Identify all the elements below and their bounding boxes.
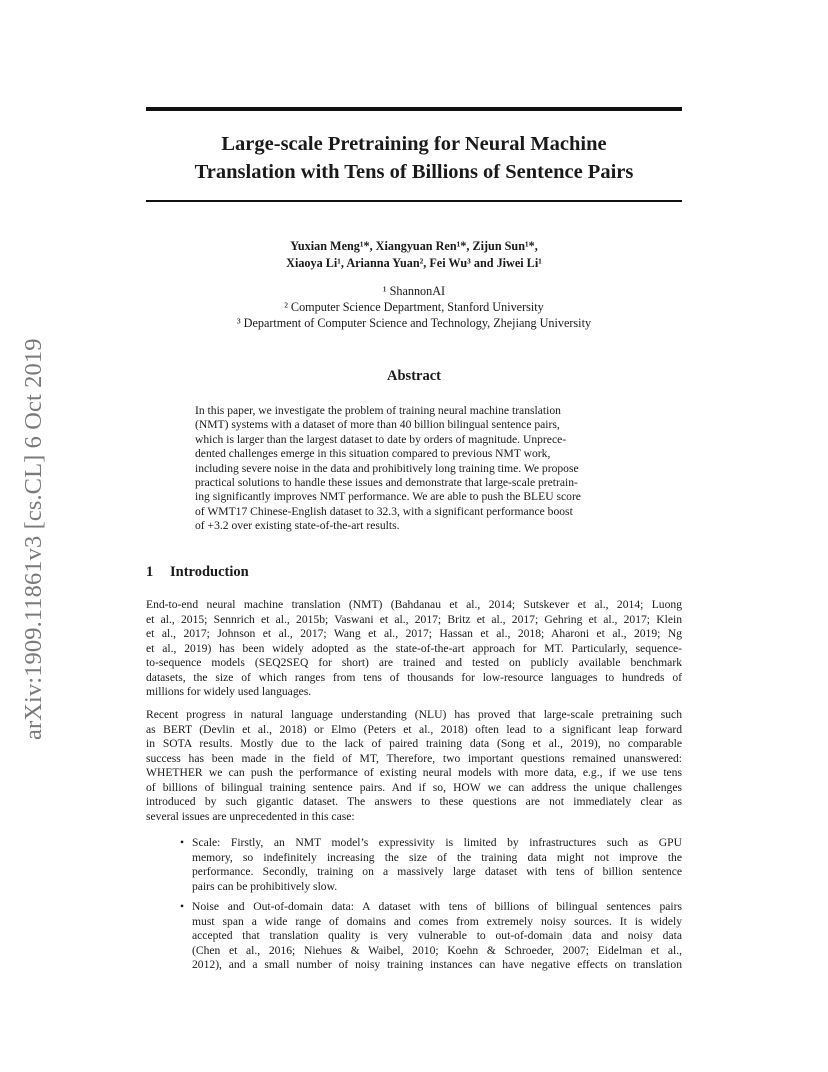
paragraph-line[interactable]: as BERT (Devlin et al., 2018) or Elmo (Peters et al., 2018) often lead to a significant leap forward [146, 722, 682, 736]
paper-title [146, 130, 682, 186]
bullet-line: Scale: Firstly, an NMT model’s expressivity is limited by infrastructures such as GPU [192, 836, 682, 849]
paragraph-line[interactable]: et al., 2017; Johnson et al., 2017; Wang et al., 2017; Hassan et al., 2018; Aharoni et al., 2019; Ng [146, 627, 682, 640]
abstract-line: of +3.2 over existing state-of-the-art results. [195, 519, 400, 533]
section-title: Introduction [170, 564, 249, 580]
section-number: 1 [146, 564, 154, 580]
abstract-line: including severe noise in the data and prohibitively long training time. We propose [195, 461, 579, 475]
bullet-line[interactable]: (Chen et al., 2016; Niehues & Waibel, 2010; Koehn & Schroeder, 2007; Eidelman et al., [192, 943, 682, 957]
abstract-line: dented challenges emerge in this situation compared to previous NMT work, [195, 447, 551, 461]
paragraph-line[interactable]: in SOTA results. Mostly due to the lack of paired training data (Song et al., 2019), no comparable [146, 737, 682, 750]
author-list [146, 238, 682, 272]
bullet-line[interactable]: 2012), and a small number of noisy training instances can have negative effects on translation [192, 958, 682, 971]
affiliation-2: ² Computer Science Department, Stanford University [284, 300, 544, 314]
abstract-line: ing significantly improves NMT performance. We are able to push the BLEU score [195, 490, 581, 504]
paragraph-line[interactable]: End-to-end neural machine translation (NMT) (Bahdanau et al., 2014; Sutskever et al., 2014; Luong [146, 598, 682, 611]
authors-line-2: Xiaoya Li¹, Arianna Yuan², Fei Wu³ and Jiwei Li¹ [286, 256, 542, 270]
authors-line-1: Yuxian Meng¹*, Xiangyuan Ren¹*, Zijun Sun¹*, [290, 239, 538, 253]
paragraph-line: millions for widely used languages. [146, 685, 312, 698]
bullet-noise [180, 900, 682, 973]
paragraph-line: several issues are unprecedented in this case: [146, 809, 355, 823]
title-bottom-rule [146, 200, 682, 202]
bullet-line: accepted that translation quality is very vulnerable to out-of-domain data and noisy data [192, 929, 682, 942]
bullet-line: memory, so indefinitely increasing the size of the training data might not improve the [192, 850, 682, 864]
bullet-dot-icon: • [180, 900, 185, 913]
bullet-line: must span a wide range of domains and comes from extremely noisy sources. It is widely [192, 914, 682, 928]
title-line-1: Large-scale Pretraining for Neural Machine [221, 133, 607, 155]
intro-paragraph-2 [146, 708, 682, 824]
paragraph-line: introduced by such gigantic dataset. The answers to these questions are not immediately clear as [146, 795, 682, 808]
abstract-line: which is larger than the largest dataset to date by orders of magnitude. Unprece- [195, 432, 567, 446]
paragraph-line[interactable]: et al., 2015; Sennrich et al., 2015b; Vaswani et al., 2017; Britz et al., 2017; Gehring et al., 2017; Klein [146, 612, 682, 626]
paragraph-line: to-sequence models (SEQ2SEQ for short) are trained and tested on publicly available benchmark [146, 656, 682, 669]
title-line-2: Translation with Tens of Billions of Sentence Pairs [194, 161, 634, 183]
paragraph-line: Recent progress in natural language understanding (NLU) has proved that large-scale pretraining such [146, 708, 682, 721]
arxiv-identifier-stamp[interactable]: arXiv:1909.11861v3 [cs.CL] 6 Oct 2019 [20, 338, 47, 740]
affiliations [146, 283, 682, 331]
affiliation-1: ¹ ShannonAI [382, 284, 446, 298]
section-heading-introduction [146, 564, 682, 581]
bullet-line: Noise and Out-of-domain data: A dataset with tens of billions of bilingual sentences pairs [192, 900, 682, 913]
abstract-line: In this paper, we investigate the problem of training neural machine translation [195, 404, 561, 417]
paragraph-line: WHETHER we can push the performance of existing neural models with more data, e.g., if we use tens [146, 766, 682, 779]
abstract-line: practical solutions to handle these issues and demonstrate that large-scale pretrain- [195, 476, 578, 490]
paragraph-line: success has been made in the field of MT, Therefore, two important questions remained unanswered: [146, 751, 682, 765]
challenge-bullet-list [180, 836, 682, 979]
bullet-scale [180, 836, 682, 894]
abstract-line: (NMT) systems with a dataset of more than 40 billion bilingual sentence pairs, [195, 418, 560, 432]
paragraph-line: datasets, the size of which ranges from tens of thousands for low-resource languages to hundreds of [146, 670, 682, 684]
paragraph-line[interactable]: et al., 2019) has been widely adopted as the state-of-the-art approach for MT. Particularly, sequence- [146, 641, 682, 655]
abstract-line: of WMT17 Chinese-English dataset to 32.3, with a significant performance boost [195, 504, 573, 518]
bullet-dot-icon: • [180, 836, 185, 849]
abstract-body [195, 404, 637, 534]
title-top-rule [146, 107, 682, 111]
bullet-line: performance. Secondly, training on a massively large dataset with tens of billion sentence [192, 865, 682, 878]
abstract-heading: Abstract [387, 368, 441, 384]
affiliation-3: ³ Department of Computer Science and Technology, Zhejiang University [236, 316, 592, 330]
bullet-line: pairs can be prohibitively slow. [192, 879, 338, 893]
paragraph-line: of billions of bilingual training sentence pairs. And if so, HOW we can address the unique challenges [146, 780, 682, 794]
intro-paragraph-1 [146, 598, 682, 700]
